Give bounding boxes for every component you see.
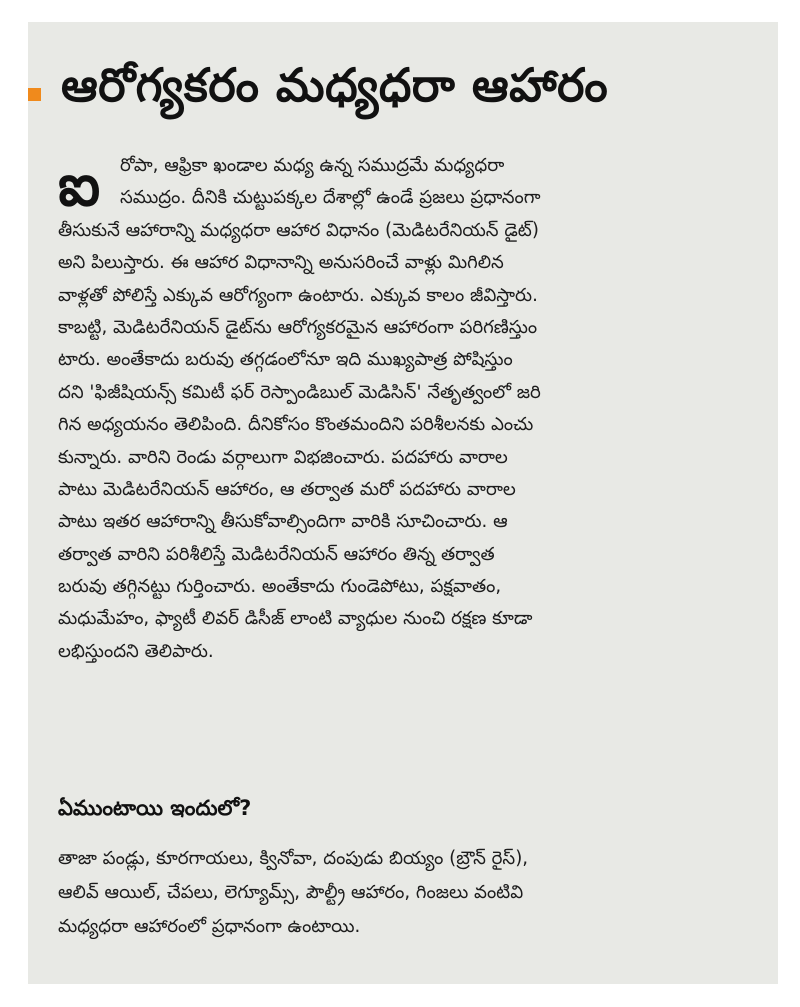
title-row	[28, 56, 768, 126]
body-line: తాజా పండ్లు, కూరగాయలు, క్వినోవా, దంపుడు బియ్యం (బ్రౌన్ రైస్),	[58, 848, 529, 869]
body-line: గిన అధ్యయనం తెలిపింది. దీనికోసం కొంతమందిని పరిశీలనకు ఎంచు	[58, 414, 534, 436]
body-line: తర్వాత వారిని పరిశీలిస్తే మెడిటరేనియన్ ఆహారం తిన్న తర్వాత	[58, 543, 495, 565]
intro-paragraph	[58, 150, 758, 219]
body-line: కున్నారు. వారిని రెండు వర్గాలుగా విభజించారు. పదహారు వారాల	[58, 446, 508, 468]
body-line: వాళ్లతో పోలిస్తే ఎక్కువ ఆరోగ్యంగా ఉంటారు. ఎక్కువ కాలం జీవిస్తారు.	[58, 284, 538, 306]
body-line: టారు. అంతేకాదు బరువు తగ్గడంలోనూ ఇది ముఖ్యపాత్ర పోషిస్తుం	[58, 349, 513, 371]
body-line: పాటు ఇతర ఆహారాన్ని తీసుకోవాల్సిందిగా వారికి సూచించారు. ఆ	[58, 511, 508, 533]
body-line: దని 'ఫిజీషియన్స్ కమిటీ ఫర్ రెస్పాండిబుల్ మెడిసిన్' నేతృత్వంలో జరి	[58, 381, 541, 403]
article-title: ఆరోగ్యకరం మధ్యధరా ఆహారం	[61, 58, 609, 112]
orange-bullet-icon	[28, 88, 41, 101]
body-line: బరువు తగ్గినట్టు గుర్తించారు. అంతేకాదు గుండెపోటు, పక్షవాతం,	[58, 576, 502, 598]
body-line: ఆలివ్ ఆయిల్, చేపలు, లెగ్యూమ్స్, పౌల్ట్రీ ఆహారం, గింజలు వంటివి	[58, 882, 524, 903]
body-line: కాబట్టి, మెడిటరేనియన్ డైట్‌ను ఆరోగ్యకరమైన ఆహారంగా పరిగణిస్తుం	[58, 316, 538, 338]
body-line: సముద్రం. దీనికి చుట్టుపక్కల దేశాల్లో ఉండే ప్రజలు ప్రధానంగా	[120, 187, 541, 209]
body-line: మధుమేహం, ఫ్యాటీ లివర్ డిసీజ్ లాంటి వ్యాధుల నుంచి రక్షణ కూడా	[58, 608, 533, 630]
body-line: రోపా, ఆఫ్రికా ఖండాల మధ్య ఉన్న సముద్రమే మధ్యధరా	[120, 155, 505, 176]
body-line: లభిస్తుందని తెలిపారు.	[58, 640, 214, 662]
body-line: పాటు మెడిటరేనియన్ ఆహారం, ఆ తర్వాత మరో పదహారు వారాల	[58, 478, 516, 500]
ingredients-paragraph	[58, 842, 758, 944]
body-line: అని పిలుస్తారు. ఈ ఆహార విధానాన్ని అనుసరించే వాళ్లు మిగిలిన	[58, 252, 504, 274]
section-subheading: ఏముంటాయి ఇందులో?	[58, 796, 252, 820]
body-line: మధ్యధరా ఆహారంలో ప్రధానంగా ఉంటాయి.	[58, 916, 361, 937]
article-body	[58, 150, 758, 668]
body-line: తీసుకునే ఆహారాన్ని మధ్యధరా ఆహార విధానం (మెడిటరేనియన్ డైట్)	[58, 219, 539, 241]
dropcap-letter: ఐ	[58, 151, 101, 219]
